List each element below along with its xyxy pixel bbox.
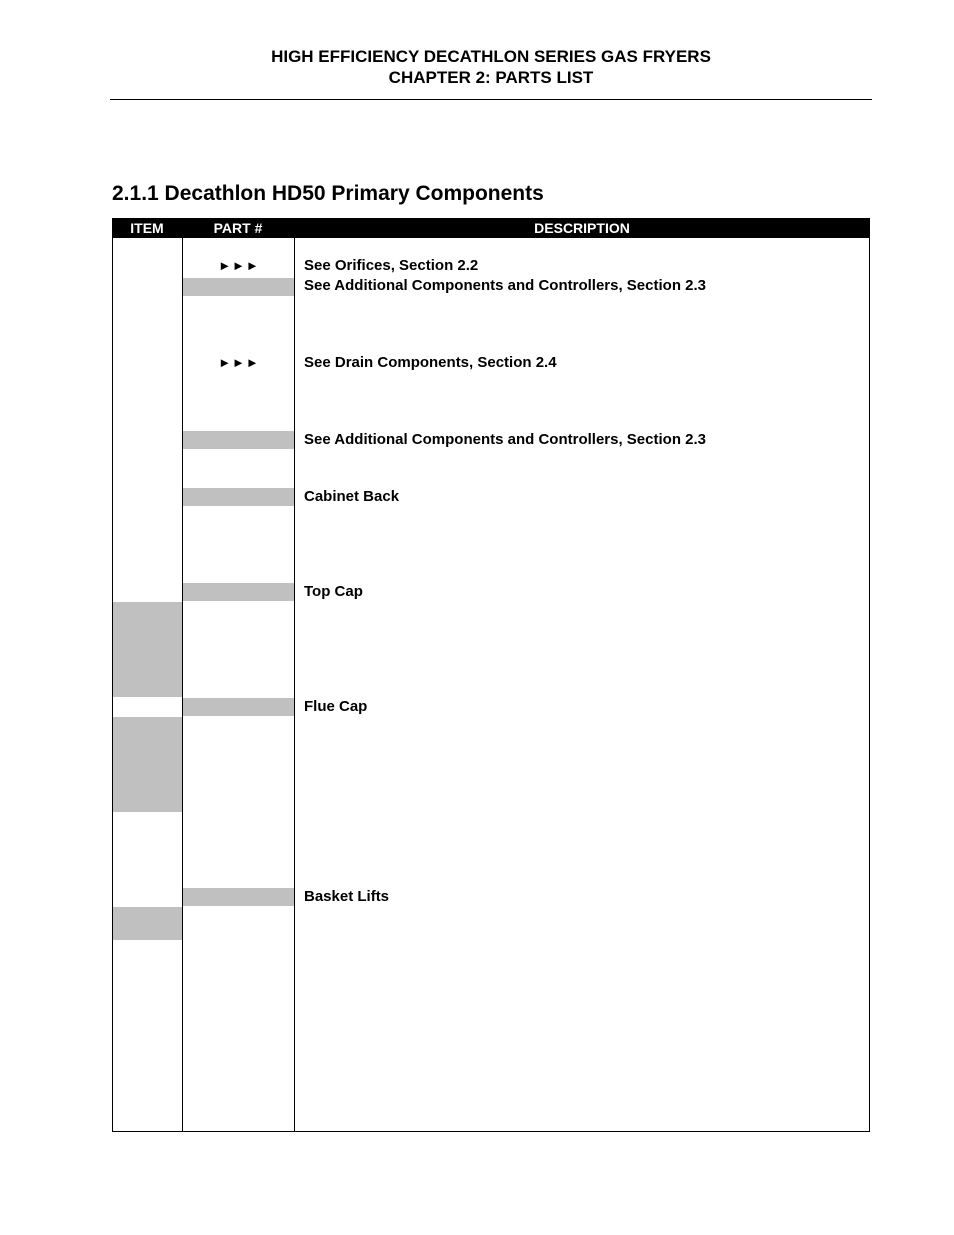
row-description: See Orifices, Section 2.2	[304, 257, 479, 274]
section-title: 2.1.1 Decathlon HD50 Primary Components	[112, 182, 544, 205]
shaded-part-cell	[183, 278, 294, 296]
part-arrows: ►►►	[218, 258, 260, 273]
shaded-part-cell	[183, 583, 294, 601]
header-chapter: CHAPTER 2: PARTS LIST	[388, 68, 594, 87]
header-divider	[110, 99, 872, 100]
column-header-part-number: PART #	[213, 220, 263, 236]
table-header-row	[112, 218, 870, 238]
shaded-item-cell	[113, 907, 182, 940]
shaded-item-cell	[113, 717, 182, 812]
shaded-item-cell	[113, 602, 182, 697]
shaded-part-cell	[183, 888, 294, 906]
header-title: HIGH EFFICIENCY DECATHLON SERIES GAS FRYERS	[271, 47, 711, 66]
column-divider	[182, 238, 183, 1131]
row-description: Flue Cap	[304, 698, 368, 715]
shaded-part-cell	[183, 488, 294, 506]
document-header	[110, 46, 872, 88]
column-header-item: ITEM	[130, 220, 164, 236]
column-header-description: DESCRIPTION	[534, 220, 630, 236]
row-description: Cabinet Back	[304, 488, 400, 505]
row-description: See Drain Components, Section 2.4	[304, 354, 557, 371]
row-description: Basket Lifts	[304, 888, 390, 905]
parts-table-body	[112, 238, 870, 1132]
row-description: See Additional Components and Controllers, Section 2.3	[304, 431, 706, 448]
column-divider	[294, 238, 295, 1131]
row-description: See Additional Components and Controllers, Section 2.3	[304, 277, 706, 294]
part-arrows: ►►►	[218, 355, 260, 370]
shaded-part-cell	[183, 698, 294, 716]
row-description: Top Cap	[304, 583, 363, 600]
shaded-part-cell	[183, 431, 294, 449]
